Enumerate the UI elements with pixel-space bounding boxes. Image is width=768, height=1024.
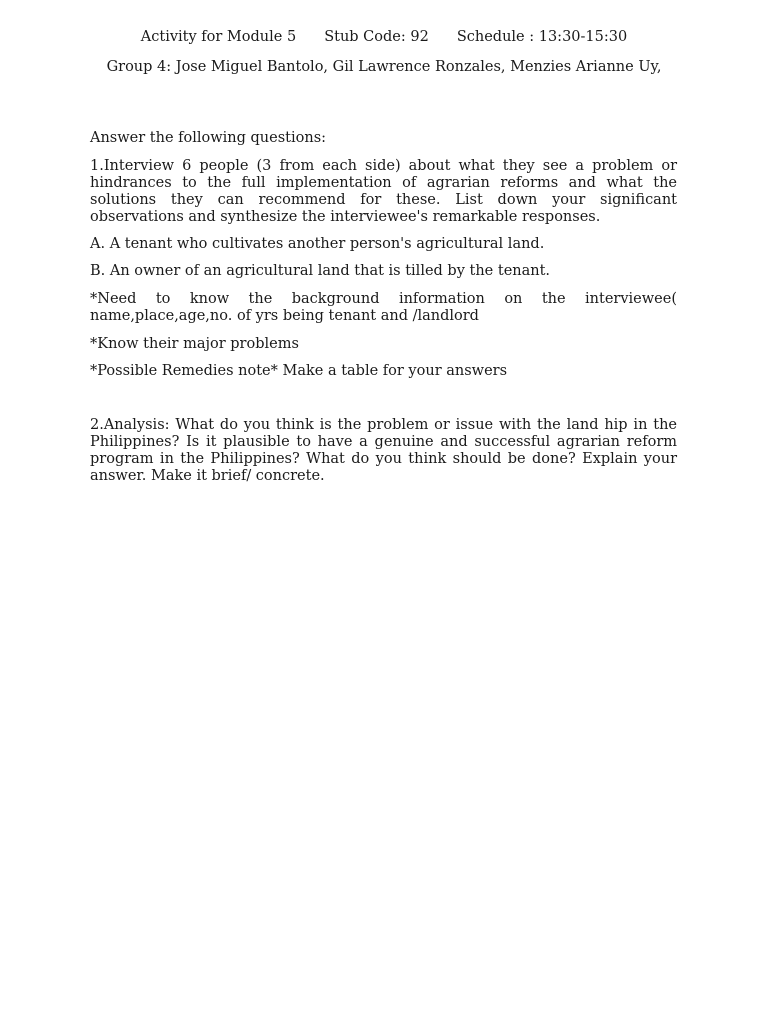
group-members: Group 4: Jose Miguel Bantolo, Gil Lawrence Ronzales, Menzies Arianne Uy,	[106, 59, 662, 75]
question-1: 1.Interview 6 people (3 from each side) about what they see a problem or hindrances to the full implementation of agrarian reforms and what the solutions they can recommend for these. List down your significant observations and synthesize the interviewee's remarkable responses.	[90, 158, 677, 225]
note-remedies: *Possible Remedies note* Make a table for your answers	[90, 363, 508, 379]
note-major-problems: *Know their major problems	[90, 336, 299, 352]
question-2: 2.Analysis: What do you think is the problem or issue with the land hip in the Philippines? Is it plausible to have a genuine and successful agrarian reform program in the Philippines? What do you think should be done? Explain your answer. Make it brief/ concrete.	[90, 417, 677, 484]
note-background-info: *Need to know the background information on the interviewee( name,place,age,no. of yrs being tenant and /landlord	[90, 291, 677, 324]
schedule: Schedule : 13:30-15:30	[456, 29, 628, 45]
activity-title: Activity for Module 5	[140, 29, 297, 45]
option-b: B. An owner of an agricultural land that is tilled by the tenant.	[90, 263, 551, 279]
header-info-line	[0, 28, 768, 46]
instructions-intro: Answer the following questions:	[90, 130, 327, 146]
stub-code: Stub Code: 92	[324, 29, 429, 45]
option-a: A. A tenant who cultivates another person's agricultural land.	[90, 236, 545, 252]
